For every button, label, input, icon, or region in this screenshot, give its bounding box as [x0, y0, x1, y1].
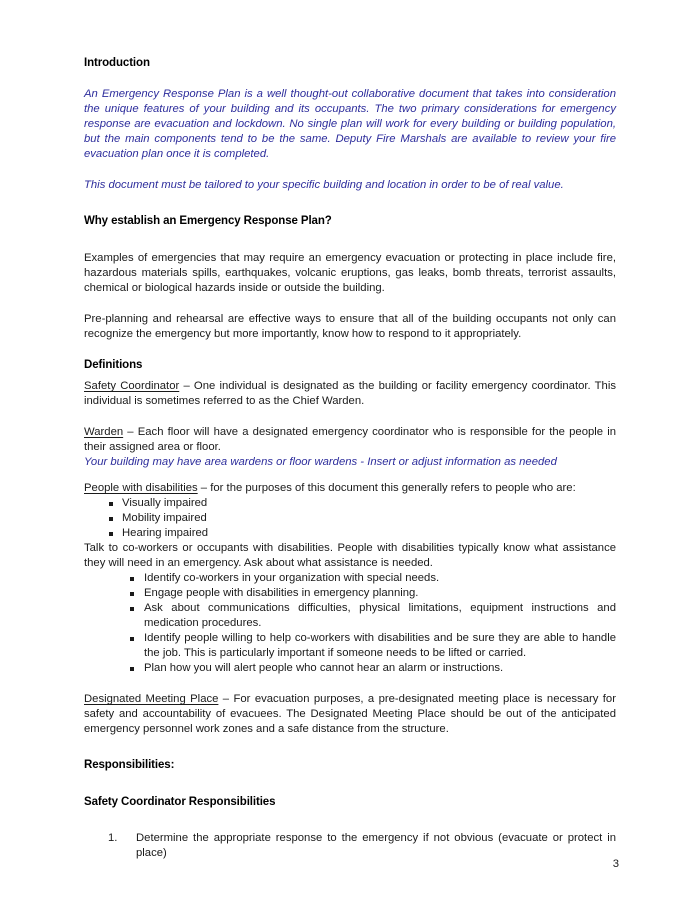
talk-to-coworkers-paragraph: Talk to co-workers or occupants with disabilities. People with disabilities typically know what assistance they will need in an emergency. Ask about what assistance is needed. — [84, 542, 616, 570]
list-item — [108, 831, 616, 861]
definition-people-with-disabilities-text: – for the purposes of this document this generally refers to people who are: — [197, 482, 576, 495]
definition-safety-coordinator-text: – One individual is designated as the building or facility emergency coordinator. This individual is sometimes referred to as the Chief Warden. — [84, 380, 616, 408]
definition-safety-coordinator — [84, 379, 616, 409]
spacer — [84, 230, 616, 251]
term-safety-coordinator: Safety Coordinator — [84, 380, 180, 393]
spacer — [84, 71, 616, 87]
heading-safety-coordinator-responsibilities: Safety Coordinator Responsibilities — [84, 795, 276, 808]
spacer — [84, 737, 616, 758]
why-paragraph-2: Pre-planning and rehearsal are effective ways to ensure that all of the building occupants not only can recognize the emergency but more importantly, know how to respond to it appropriately. — [84, 312, 616, 340]
definition-warden — [84, 425, 616, 455]
spacer — [84, 342, 616, 358]
list-item: Hearing impaired — [102, 526, 616, 541]
intro-paragraph-1: An Emergency Response Plan is a well thought-out collaborative document that takes into consideration the unique features of your building and its occupants. The two primary considerations for emergency response are evacuation and lockdown. No single plan will work for every building or building population, but the main components tend to be the same. Deputy Fire Marshals are available to review your fire evacuation plan once it is completed. — [84, 88, 616, 161]
disability-action-items-list — [122, 571, 616, 676]
heading-why-establish: Why establish an Emergency Response Plan? — [84, 215, 332, 228]
term-warden: Warden — [84, 426, 124, 439]
why-paragraph-1: Examples of emergencies that may require an emergency evacuation or protecting in place include fire, hazardous materials spills, earthquakes, volcanic eruptions, gas leaks, bomb threats, terrorist assaults, chemical or biological hazards inside or outside the building. — [84, 251, 616, 294]
spacer — [84, 162, 616, 178]
definition-people-with-disabilities — [84, 481, 616, 496]
safety-coordinator-responsibilities-list — [108, 831, 616, 861]
list-item-text: Determine the appropriate response to the emergency if not obvious (evacuate or protect in place) — [136, 831, 616, 859]
spacer — [84, 774, 616, 795]
list-item: Ask about communications difficulties, physical limitations, equipment instructions and medication procedures. — [122, 601, 616, 631]
list-item: Identify people willing to help co-workers with disabilities and be sure they are able to handle the job. This is particularly important if someone needs to be lifted or carried. — [122, 631, 616, 661]
list-item: Engage people with disabilities in emergency planning. — [122, 586, 616, 601]
list-item: Plan how you will alert people who cannot hear an alarm or instructions. — [122, 661, 616, 676]
heading-responsibilities: Responsibilities: — [84, 759, 175, 772]
list-item-marker: 1. — [108, 831, 118, 844]
spacer — [84, 676, 616, 692]
spacer — [84, 409, 616, 425]
intro-paragraph-2: This document must be tailored to your specific building and location in order to be of real value. — [84, 179, 564, 192]
heading-introduction: Introduction — [84, 57, 150, 69]
definition-warden-text: – Each floor will have a designated emergency coordinator who is responsible for the people in their assigned area or floor. — [84, 426, 616, 454]
document-body — [84, 56, 616, 861]
list-item: Identify co-workers in your organization with special needs. — [122, 571, 616, 586]
list-item: Visually impaired — [102, 496, 616, 511]
warden-note: Your building may have area wardens or floor wardens - Insert or adjust information as needed — [84, 456, 557, 469]
definition-designated-meeting-place — [84, 692, 616, 737]
heading-definitions: Definitions — [84, 358, 143, 371]
term-designated-meeting-place: Designated Meeting Place — [84, 693, 219, 706]
page-number: 3 — [612, 857, 619, 870]
impairments-list — [102, 496, 616, 541]
spacer — [84, 296, 616, 312]
definition-designated-meeting-place-text: – For evacuation purposes, a pre-designated meeting place is necessary for safety and accountability of evacuees. The Designated Meeting Place should be out of the anticipated emergency personnel work zones and a safe distance from the structure. — [84, 693, 616, 736]
spacer — [84, 810, 616, 831]
list-item: Mobility impaired — [102, 511, 616, 526]
spacer — [84, 193, 616, 214]
term-people-with-disabilities: People with disabilities — [84, 482, 198, 495]
spacer — [84, 470, 616, 481]
